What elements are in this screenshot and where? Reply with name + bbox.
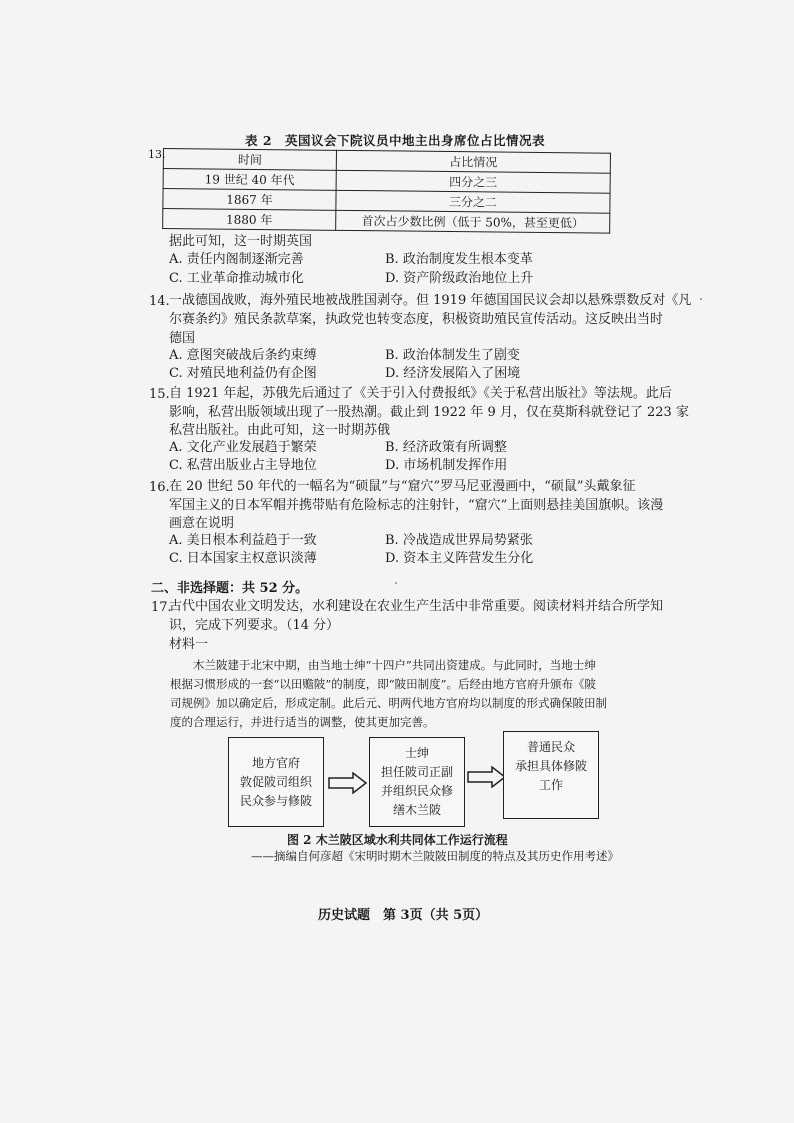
section-heading: 二、非选择题：共 52 分。 — [151, 581, 309, 596]
q17-text-line: 识，完成下列要求。（14 分） — [169, 618, 340, 633]
flow-box-line: 承担具体修陂 — [514, 759, 587, 773]
q14-option-a: A. 意图突破战后条约束缚 — [169, 348, 317, 363]
table-header-cell: 时间 — [163, 149, 336, 171]
table-cell: 1880 年 — [163, 209, 336, 231]
q13-option-a: A. 责任内阁制逐渐完善 — [169, 252, 304, 267]
q14-number: 14. — [149, 294, 170, 309]
q14-option-b: B. 政治体制发生了剧变 — [385, 348, 520, 363]
table-cell: 三分之二 — [336, 190, 610, 213]
q16-text-line: 画意在说明 — [169, 516, 235, 531]
figure-source: ——摘编自何彦超《宋明时期木兰陂陂田制度的特点及其历史作用考述》 — [251, 849, 619, 863]
q14-text-line: 德国 — [169, 331, 196, 346]
table-row — [163, 209, 610, 234]
flow-arrow-icon — [467, 766, 507, 788]
q15-text-line: 影响，私营出版领域出现了一股热潮。截止到 1922 年 9 月，仅在莫斯科就登记了 223 家 — [169, 405, 689, 420]
q13-option-d: D. 资产阶级政治地位上升 — [385, 271, 534, 286]
table-caption: 表 2 英国议会下院议员中地主出身席位占比情况表 — [245, 133, 546, 148]
material-paragraph-line: 根据习惯形成的一套“以田赡陂”的制度，即“陂田制度”。后经由地方官府升颁布《陂 — [170, 677, 597, 691]
landlord-seat-table — [162, 148, 611, 234]
table-cell: 首次占少数比例（低于 50%，甚至更低） — [336, 210, 610, 233]
q15-option-c: C. 私营出版业占主导地位 — [169, 458, 317, 473]
q16-number: 16. — [149, 480, 170, 495]
page-footer: 历史试题 第 3页（共 5页） — [318, 908, 489, 923]
flow-box-line: 普通民众 — [526, 740, 575, 754]
table-header-cell: 占比情况 — [336, 150, 610, 173]
scan-speck — [395, 582, 397, 584]
q16-option-a: A. 美日根本利益趋于一致 — [169, 533, 317, 548]
flow-box-local-government — [228, 737, 324, 827]
flow-box-line: 工作 — [538, 778, 563, 792]
q16-text-line: 军国主义的日本军帽并携带贴有危险标志的注射针，“窟穴”上面则悬挂美国旗帜。该漫 — [169, 498, 664, 513]
q13-number: 13. — [148, 148, 166, 161]
q13-stem: 据此可知，这一时期英国 — [169, 234, 313, 249]
q16-text-line: 在 20 世纪 50 年代的一幅名为“硕鼠”与“窟穴”罗马尼亚漫画中，“硕鼠”头戴象征 — [169, 479, 636, 494]
table-cell: 1867 年 — [163, 189, 336, 211]
scan-speck — [700, 298, 702, 300]
q15-option-b: B. 经济政策有所调整 — [385, 440, 507, 455]
material-paragraph-line: 木兰陂建于北宋中期，由当地士绅“十四户”共同出资建成。与此同时，当地士绅 — [193, 658, 596, 672]
q15-text-line: 私营出版社。由此可知，这一时期苏俄 — [169, 423, 391, 438]
flow-box-line: 民众参与修陂 — [239, 793, 312, 808]
q16-option-d: D. 资本主义阵营发生分化 — [385, 551, 534, 566]
table-cell: 四分之三 — [336, 170, 610, 193]
flow-box-common-people — [503, 731, 599, 819]
q17-number: 17. — [151, 600, 172, 615]
flow-arrow-icon — [328, 772, 368, 794]
q17-text-line: 古代中国农业文明发达，水利建设在农业生产生活中非常重要。阅读材料并结合所学知 — [169, 599, 664, 614]
q15-option-a: A. 文化产业发展趋于繁荣 — [169, 440, 317, 455]
flow-box-gentry — [369, 737, 465, 827]
q15-number: 15. — [149, 387, 170, 402]
q16-option-b: B. 冷战造成世界局势紧张 — [385, 533, 533, 548]
material-paragraph-line: 度的合理运行，并进行适当的调整，使其更加完善。 — [170, 715, 435, 729]
q14-option-d: D. 经济发展陷入了困境 — [385, 366, 521, 381]
q14-text-line: 一战德国战败，海外殖民地被战胜国剥夺。但 1919 年德国国民议会却以悬殊票数反对《凡 — [169, 293, 692, 308]
flow-box-line: 担任陂司正副 — [380, 765, 453, 779]
q15-text-line: 自 1921 年起，苏俄先后通过了《关于引入付费报纸》《关于私营出版社》等法规。此后 — [169, 386, 672, 401]
material-label: 材料一 — [169, 637, 209, 652]
q16-option-c: C. 日本国家主权意识淡薄 — [169, 551, 317, 566]
q14-text-line: 尔赛条约》殖民条款草案，执政党也转变态度，积极资助殖民宣传活动。这反映出当时 — [169, 312, 664, 327]
q13-option-b: B. 政治制度发生根本变革 — [385, 252, 533, 267]
flow-box-line: 敦促陂司组织 — [239, 774, 312, 789]
flow-box-line: 缮木兰陂 — [392, 803, 441, 817]
material-paragraph-line: 司规例》加以确定后，形成定制。此后元、明两代地方官府均以制度的形式确保陂田制 — [170, 696, 607, 710]
figure-caption: 图 2 木兰陂区域水利共同体工作运行流程 — [287, 833, 508, 847]
q13-option-c: C. 工业革命推动城市化 — [169, 271, 304, 286]
flow-box-line: 并组织民众修 — [380, 784, 453, 798]
flow-box-line: 士绅 — [404, 746, 429, 760]
q15-option-d: D. 市场机制发挥作用 — [385, 458, 508, 473]
flow-box-line: 地方官府 — [251, 755, 300, 770]
table-cell: 19 世纪 40 年代 — [163, 169, 336, 191]
q14-option-c: C. 对殖民地利益仍有企图 — [169, 366, 317, 381]
